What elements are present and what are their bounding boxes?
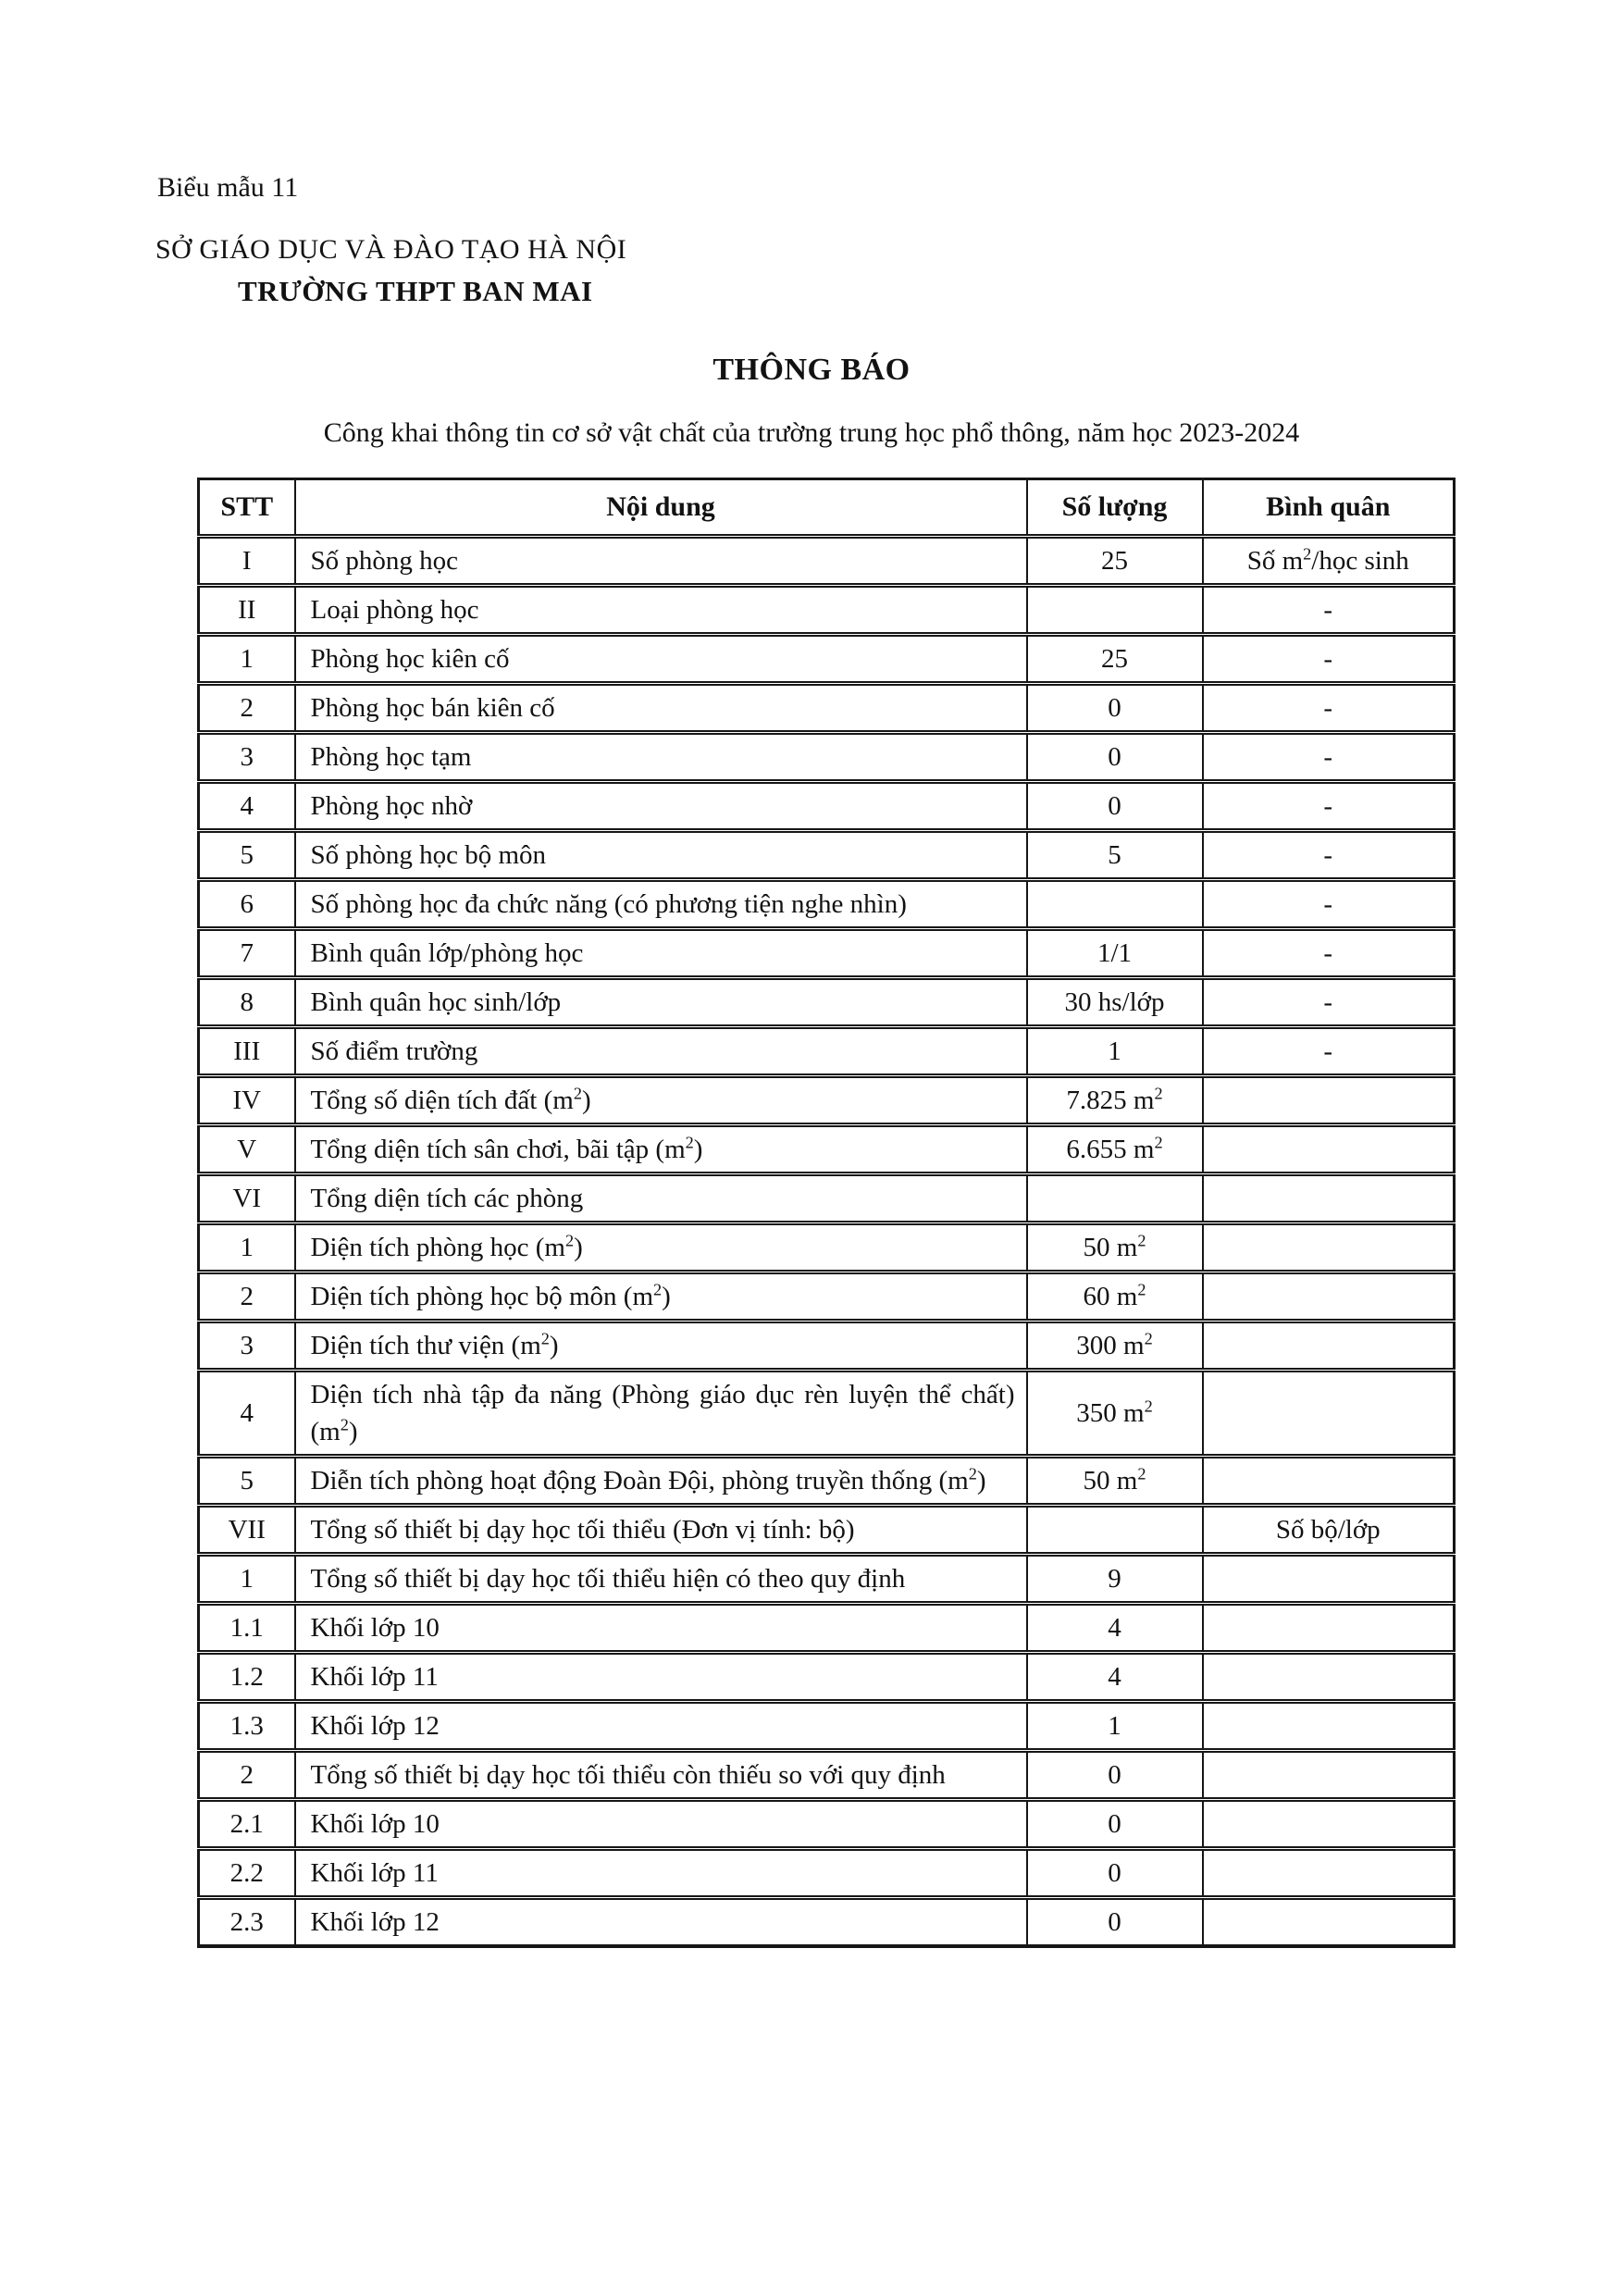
- stt-cell: 3: [199, 733, 295, 782]
- stt-cell: 5: [199, 1457, 295, 1506]
- average-cell: [1203, 1076, 1455, 1125]
- average-cell: [1203, 1371, 1455, 1457]
- stt-cell: 2.2: [199, 1849, 295, 1898]
- quantity-cell: 9: [1027, 1555, 1203, 1604]
- quantity-cell: [1027, 1506, 1203, 1555]
- stt-cell: I: [199, 537, 295, 586]
- table-row: [199, 1223, 1455, 1272]
- content-cell: Khối lớp 12: [295, 1702, 1027, 1751]
- average-cell: [1203, 1272, 1455, 1322]
- table-row: [199, 1371, 1455, 1457]
- table-row: [199, 929, 1455, 978]
- table-row: [199, 1751, 1455, 1800]
- content-cell: Tổng diện tích các phòng: [295, 1174, 1027, 1223]
- quantity-cell: 0: [1027, 1849, 1203, 1898]
- stt-cell: 2.1: [199, 1800, 295, 1849]
- average-cell: [1203, 1898, 1455, 1947]
- quantity-cell: 4: [1027, 1604, 1203, 1653]
- quantity-cell: 0: [1027, 1751, 1203, 1800]
- average-cell: [1203, 1702, 1455, 1751]
- content-cell: Tổng số thiết bị dạy học tối thiểu (Đơn vị tính: bộ): [295, 1506, 1027, 1555]
- table-row: [199, 978, 1455, 1027]
- superscript-2: 2: [1303, 544, 1312, 564]
- content-cell: Khối lớp 11: [295, 1653, 1027, 1702]
- stt-cell: II: [199, 586, 295, 635]
- average-cell: -: [1203, 929, 1455, 978]
- table-row: [199, 1604, 1455, 1653]
- school-name: TRƯỜNG THPT BAN MAI: [238, 275, 593, 307]
- department-name: SỞ GIÁO DỤC VÀ ĐÀO TẠO HÀ NỘI: [155, 234, 627, 265]
- table-row: [199, 782, 1455, 831]
- superscript-2: 2: [573, 1084, 582, 1103]
- table-row: [199, 1898, 1455, 1947]
- quantity-cell: 30 hs/lớp: [1027, 978, 1203, 1027]
- quantity-cell: 4: [1027, 1653, 1203, 1702]
- stt-cell: 2: [199, 1272, 295, 1322]
- content-cell: Khối lớp 12: [295, 1898, 1027, 1947]
- stt-cell: 6: [199, 880, 295, 929]
- quantity-cell: 60 $m^2$: [1027, 1272, 1203, 1322]
- superscript-2: 2: [1154, 1133, 1163, 1152]
- content-cell: Phòng học nhờ: [295, 782, 1027, 831]
- average-cell: -: [1203, 733, 1455, 782]
- page-subtitle: Công khai thông tin cơ sở vật chất của trường trung học phổ thông, năm học 2023-2024: [323, 417, 1300, 448]
- superscript-2: 2: [1137, 1280, 1146, 1299]
- stt-cell: V: [199, 1125, 295, 1174]
- average-cell: -: [1203, 782, 1455, 831]
- quantity-cell: 50 $m^2$: [1027, 1223, 1203, 1272]
- table-row: [199, 880, 1455, 929]
- quantity-cell: 0: [1027, 733, 1203, 782]
- content-cell: Phòng học tạm: [295, 733, 1027, 782]
- quantity-cell: 50 $m^2$: [1027, 1457, 1203, 1506]
- average-cell: -: [1203, 1027, 1455, 1076]
- table-row: [199, 684, 1455, 733]
- quantity-cell: 300 $m^2$: [1027, 1322, 1203, 1371]
- content-cell: Số điểm trường: [295, 1027, 1027, 1076]
- average-cell: [1203, 1555, 1455, 1604]
- superscript-2: 2: [1154, 1084, 1163, 1103]
- content-cell: Số phòng học đa chức năng (có phương tiện nghe nhìn): [295, 880, 1027, 929]
- quantity-cell: 350 $m^2$: [1027, 1371, 1203, 1457]
- content-cell: Tổng số thiết bị dạy học tối thiểu hiện có theo quy định: [295, 1555, 1027, 1604]
- content-cell: Số phòng học bộ môn: [295, 831, 1027, 880]
- quantity-cell: 1/1: [1027, 929, 1203, 978]
- stt-cell: 4: [199, 1371, 295, 1457]
- stt-cell: III: [199, 1027, 295, 1076]
- table-body: [199, 537, 1455, 1947]
- page-title: THÔNG BÁO: [712, 353, 911, 387]
- quantity-cell: 25: [1027, 537, 1203, 586]
- quantity-cell: [1027, 1174, 1203, 1223]
- average-cell: -: [1203, 586, 1455, 635]
- stt-cell: 2: [199, 1751, 295, 1800]
- stt-cell: 1.2: [199, 1653, 295, 1702]
- average-cell: -: [1203, 635, 1455, 684]
- superscript-2: 2: [1137, 1231, 1146, 1250]
- superscript-2: 2: [1144, 1396, 1153, 1416]
- stt-cell: 2: [199, 684, 295, 733]
- content-cell: Tổng diện tích sân chơi, bãi tập $(m^2)$: [295, 1125, 1027, 1174]
- table-row: [199, 1457, 1455, 1506]
- column-header-binhquan: Bình quân: [1203, 479, 1455, 537]
- table-row: [199, 733, 1455, 782]
- content-cell: Bình quân lớp/phòng học: [295, 929, 1027, 978]
- quantity-cell: 1: [1027, 1702, 1203, 1751]
- table-row: [199, 1272, 1455, 1322]
- average-cell: [1203, 1457, 1455, 1506]
- average-cell: [1203, 1125, 1455, 1174]
- quantity-cell: 1: [1027, 1027, 1203, 1076]
- average-cell: Số $m^2$/học sinh: [1203, 537, 1455, 586]
- stt-cell: 1: [199, 1555, 295, 1604]
- average-cell: -: [1203, 880, 1455, 929]
- quantity-cell: 7.825 $m^2$: [1027, 1076, 1203, 1125]
- content-cell: Diện tích nhà tập đa năng (Phòng giáo dục rèn luyện thể chất) $(m^2)$: [295, 1371, 1027, 1457]
- stt-cell: 1: [199, 635, 295, 684]
- content-cell: Khối lớp 10: [295, 1604, 1027, 1653]
- average-cell: [1203, 1800, 1455, 1849]
- quantity-cell: 0: [1027, 684, 1203, 733]
- average-cell: -: [1203, 978, 1455, 1027]
- column-header-noidung: Nội dung: [295, 479, 1027, 537]
- table-row: [199, 1849, 1455, 1898]
- quantity-cell: 0: [1027, 782, 1203, 831]
- table-row: [199, 1555, 1455, 1604]
- superscript-2: 2: [685, 1133, 694, 1152]
- content-cell: Bình quân học sinh/lớp: [295, 978, 1027, 1027]
- average-cell: [1203, 1174, 1455, 1223]
- stt-cell: VI: [199, 1174, 295, 1223]
- quantity-cell: 0: [1027, 1800, 1203, 1849]
- table-row: [199, 1076, 1455, 1125]
- stt-cell: 3: [199, 1322, 295, 1371]
- average-cell: -: [1203, 831, 1455, 880]
- quantity-cell: 6.655 $m^2$: [1027, 1125, 1203, 1174]
- average-cell: Số bộ/lớp: [1203, 1506, 1455, 1555]
- table-row: [199, 1653, 1455, 1702]
- table-row: [199, 1174, 1455, 1223]
- stt-cell: 4: [199, 782, 295, 831]
- stt-cell: VII: [199, 1506, 295, 1555]
- stt-cell: IV: [199, 1076, 295, 1125]
- superscript-2: 2: [1144, 1329, 1153, 1348]
- content-cell: Diện tích phòng học $(m^2)$: [295, 1223, 1027, 1272]
- table-row: [199, 635, 1455, 684]
- quantity-cell: [1027, 880, 1203, 929]
- table-row: [199, 586, 1455, 635]
- quantity-cell: [1027, 586, 1203, 635]
- stt-cell: 2.3: [199, 1898, 295, 1947]
- column-header-soluong: Số lượng: [1027, 479, 1203, 537]
- stt-cell: 8: [199, 978, 295, 1027]
- superscript-2: 2: [1137, 1464, 1146, 1483]
- content-cell: Tổng số diện tích đất $(m^2)$: [295, 1076, 1027, 1125]
- table-header-row: [199, 479, 1455, 537]
- table-row: [199, 1125, 1455, 1174]
- table-row: [199, 1322, 1455, 1371]
- stt-cell: 7: [199, 929, 295, 978]
- superscript-2: 2: [540, 1329, 550, 1348]
- content-cell: Diễn tích phòng hoạt động Đoàn Đội, phòng truyền thống $(m^2)$: [295, 1457, 1027, 1506]
- superscript-2: 2: [653, 1280, 663, 1299]
- content-cell: Phòng học kiên cố: [295, 635, 1027, 684]
- average-cell: -: [1203, 684, 1455, 733]
- stt-cell: 1.1: [199, 1604, 295, 1653]
- content-cell: Khối lớp 11: [295, 1849, 1027, 1898]
- table-row: [199, 1506, 1455, 1555]
- content-cell: Số phòng học: [295, 537, 1027, 586]
- table-row: [199, 1800, 1455, 1849]
- superscript-2: 2: [564, 1231, 575, 1250]
- content-cell: Tổng số thiết bị dạy học tối thiểu còn thiếu so với quy định: [295, 1751, 1027, 1800]
- form-number: Biểu mẫu 11: [157, 172, 299, 203]
- average-cell: [1203, 1849, 1455, 1898]
- stt-cell: 1.3: [199, 1702, 295, 1751]
- table-row: [199, 1027, 1455, 1076]
- average-cell: [1203, 1751, 1455, 1800]
- average-cell: [1203, 1322, 1455, 1371]
- table-row: [199, 831, 1455, 880]
- average-cell: [1203, 1223, 1455, 1272]
- column-header-stt: STT: [199, 479, 295, 537]
- facilities-table: [197, 478, 1456, 1948]
- quantity-cell: 0: [1027, 1898, 1203, 1947]
- superscript-2: 2: [968, 1464, 977, 1483]
- content-cell: Phòng học bán kiên cố: [295, 684, 1027, 733]
- content-cell: Diện tích phòng học bộ môn $(m^2)$: [295, 1272, 1027, 1322]
- content-cell: Loại phòng học: [295, 586, 1027, 635]
- average-cell: [1203, 1653, 1455, 1702]
- content-cell: Khối lớp 10: [295, 1800, 1027, 1849]
- stt-cell: 1: [199, 1223, 295, 1272]
- table-row: [199, 1702, 1455, 1751]
- quantity-cell: 25: [1027, 635, 1203, 684]
- table-row: [199, 537, 1455, 586]
- quantity-cell: 5: [1027, 831, 1203, 880]
- content-cell: Diện tích thư viện $(m^2)$: [295, 1322, 1027, 1371]
- stt-cell: 5: [199, 831, 295, 880]
- average-cell: [1203, 1604, 1455, 1653]
- superscript-2: 2: [340, 1415, 349, 1434]
